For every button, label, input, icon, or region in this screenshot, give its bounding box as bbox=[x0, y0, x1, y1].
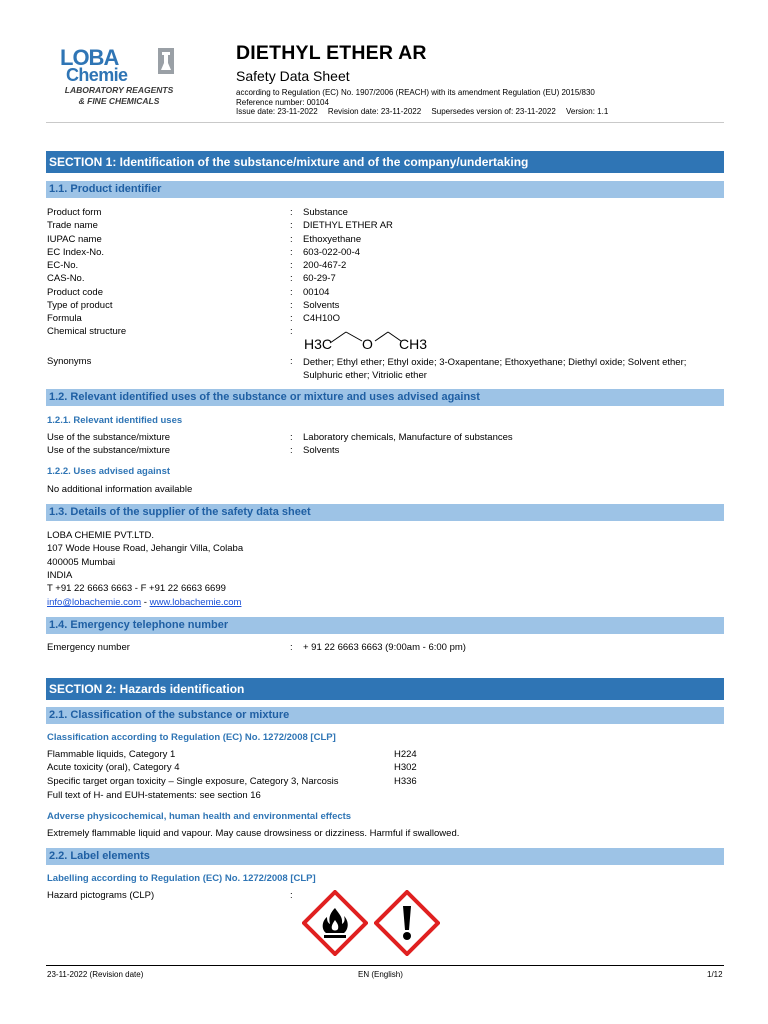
row-value: C4H10O bbox=[303, 313, 340, 324]
row-label: IUPAC name bbox=[47, 234, 102, 245]
chemical-structure-diagram bbox=[302, 329, 432, 353]
subsection-1-4-heading: 1.4. Emergency telephone number bbox=[46, 617, 724, 634]
logo-tagline-line1: LABORATORY REAGENTS bbox=[64, 85, 174, 95]
hazard-code: H302 bbox=[394, 762, 417, 773]
row-colon: : bbox=[290, 273, 293, 284]
row-label: Formula bbox=[47, 313, 82, 324]
subsection-2-1-heading: 2.1. Classification of the substance or mixture bbox=[46, 707, 724, 724]
clp-labelling-heading: Labelling according to Regulation (EC) No. 1272/2008 [CLP] bbox=[47, 873, 316, 884]
row-colon: : bbox=[290, 326, 293, 337]
document-subtitle: Safety Data Sheet bbox=[236, 68, 350, 84]
row-colon: : bbox=[290, 260, 293, 271]
supplier-address: 107 Wode House Road, Jehangir Villa, Colaba bbox=[47, 543, 244, 554]
adverse-effects-text: Extremely flammable liquid and vapour. May cause drowsiness or dizziness. Harmful if swallowed. bbox=[47, 828, 460, 839]
product-row bbox=[47, 313, 723, 326]
product-row bbox=[47, 287, 723, 300]
product-row bbox=[47, 273, 723, 286]
row-label: Trade name bbox=[47, 220, 98, 231]
hazard-class-label: Specific target organ toxicity – Single exposure, Category 3, Narcosis bbox=[47, 776, 339, 787]
version: Version: 1.1 bbox=[566, 107, 609, 116]
full-text-note: Full text of H- and EUH-statements: see section 16 bbox=[47, 790, 261, 801]
row-label: Use of the substance/mixture bbox=[47, 445, 171, 456]
emergency-number: + 91 22 6663 6663 (9:00am - 6:00 pm) bbox=[303, 642, 466, 653]
row-colon: : bbox=[290, 247, 293, 258]
revision-date: Revision date: 23-11-2022 bbox=[327, 107, 422, 116]
row-colon: : bbox=[290, 313, 293, 324]
link-separator: - bbox=[141, 597, 150, 608]
subsection-1-2-heading: 1.2. Relevant identified uses of the substance or mixture and uses advised against bbox=[46, 389, 724, 406]
row-colon: : bbox=[290, 287, 293, 298]
hazard-code: H224 bbox=[394, 749, 417, 760]
row-label: EC Index-No. bbox=[47, 247, 105, 258]
svg-text:LOBA: LOBA bbox=[60, 45, 119, 70]
logo-tagline-line2: & FINE CHEMICALS bbox=[78, 95, 160, 106]
use-row bbox=[47, 445, 723, 458]
product-row bbox=[47, 300, 723, 313]
row-colon: : bbox=[290, 356, 293, 367]
row-label: Chemical structure bbox=[47, 326, 127, 337]
logo-tagline bbox=[56, 85, 182, 106]
row-value: Substance bbox=[303, 207, 348, 218]
header-divider bbox=[46, 122, 724, 123]
row-label: Emergency number bbox=[47, 642, 130, 653]
supplier-contacts bbox=[47, 596, 241, 609]
clp-classification-heading: Classification according to Regulation (EC) No. 1272/2008 [CLP] bbox=[47, 732, 336, 743]
footer-page-number: 1/12 bbox=[707, 970, 723, 979]
row-colon: : bbox=[290, 207, 293, 218]
hazard-class-row bbox=[47, 762, 723, 775]
row-colon: : bbox=[290, 220, 293, 231]
issue-date: Issue date: 23-11-2022 bbox=[236, 107, 318, 116]
supersedes-version: Supersedes version of: 23-11-2022 bbox=[431, 107, 556, 116]
subsection-2-2-heading: 2.2. Label elements bbox=[46, 848, 724, 865]
row-label: CAS-No. bbox=[47, 273, 85, 284]
product-row bbox=[47, 234, 723, 247]
product-row bbox=[47, 260, 723, 273]
row-label: Type of product bbox=[47, 300, 113, 311]
hazard-code: H336 bbox=[394, 776, 417, 787]
advised-against-text: No additional information available bbox=[47, 484, 193, 495]
hazard-class-row bbox=[47, 749, 723, 762]
product-row bbox=[47, 220, 723, 233]
regulation-text: according to Regulation (EC) No. 1907/2006 (REACH) with its amendment Regulation (EU) 2015/830 bbox=[236, 88, 595, 97]
row-label: EC-No. bbox=[47, 260, 79, 271]
footer-language: EN (English) bbox=[358, 970, 403, 979]
supplier-company: LOBA CHEMIE PVT.LTD. bbox=[47, 530, 154, 541]
supplier-postcode-city: 400005 Mumbai bbox=[47, 557, 116, 568]
svg-text:Chemie: Chemie bbox=[66, 65, 128, 85]
email-link[interactable]: info@lobachemie.com bbox=[47, 597, 142, 608]
row-label: Synonyms bbox=[47, 356, 92, 367]
subsection-1-1-heading: 1.1. Product identifier bbox=[46, 181, 724, 198]
document-title: DIETHYL ETHER AR bbox=[236, 42, 427, 64]
row-colon: : bbox=[290, 432, 293, 443]
row-colon: : bbox=[290, 300, 293, 311]
supplier-phone-fax: T +91 22 6663 6663 - F +91 22 6663 6699 bbox=[47, 583, 226, 594]
dates-line bbox=[236, 107, 616, 117]
product-row bbox=[47, 247, 723, 260]
section-1-heading: SECTION 1: Identification of the substance/mixture and of the company/undertaking bbox=[46, 151, 724, 173]
use-row bbox=[47, 432, 723, 445]
structure-oxygen: O bbox=[362, 336, 373, 352]
row-label: Use of the substance/mixture bbox=[47, 432, 171, 443]
row-label: Hazard pictograms (CLP) bbox=[47, 890, 155, 901]
section-2-heading: SECTION 2: Hazards identification bbox=[46, 678, 724, 700]
row-value: Solvents bbox=[303, 445, 340, 456]
hazard-class-label: Flammable liquids, Category 1 bbox=[47, 749, 176, 760]
footer-revision-date: 23-11-2022 (Revision date) bbox=[47, 970, 144, 979]
supplier-country: INDIA bbox=[47, 570, 73, 581]
synonyms-value: Dether; Ethyl ether; Ethyl oxide; 3-Oxapentane; Ethoxyethane; Diethyl oxide; Solvent ether; Sulphuric ether; Vitriolic ether bbox=[303, 357, 687, 381]
synonyms-row bbox=[47, 356, 723, 383]
hazard-class-label: Acute toxicity (oral), Category 4 bbox=[47, 762, 180, 773]
structure-left-group: H3C bbox=[304, 336, 333, 352]
row-value: 603-022-00-4 bbox=[303, 247, 361, 258]
product-row bbox=[47, 207, 723, 220]
footer-divider bbox=[46, 965, 724, 966]
emergency-row bbox=[47, 642, 723, 655]
document-meta bbox=[236, 88, 616, 117]
row-colon: : bbox=[290, 234, 293, 245]
row-colon: : bbox=[290, 642, 293, 653]
reference-number: Reference number: 00104 bbox=[236, 97, 329, 107]
row-value: Solvents bbox=[303, 300, 340, 311]
website-link[interactable]: www.lobachemie.com bbox=[149, 597, 242, 608]
flame-pictogram-icon bbox=[302, 890, 368, 956]
row-value: 200-467-2 bbox=[303, 260, 347, 271]
subsection-1-3-heading: 1.3. Details of the supplier of the safety data sheet bbox=[46, 504, 724, 521]
subsection-1-2-2-heading: 1.2.2. Uses advised against bbox=[47, 466, 171, 477]
exclamation-pictogram-icon bbox=[374, 890, 440, 956]
row-colon: : bbox=[290, 445, 293, 456]
hazard-class-row bbox=[47, 776, 723, 789]
row-value: DIETHYL ETHER AR bbox=[303, 220, 393, 231]
row-value: 60-29-7 bbox=[303, 273, 336, 284]
row-value: 00104 bbox=[303, 287, 330, 298]
structure-right-group: CH3 bbox=[399, 336, 428, 352]
row-value: Laboratory chemicals, Manufacture of substances bbox=[303, 432, 513, 443]
row-colon: : bbox=[290, 890, 293, 901]
row-value: Ethoxyethane bbox=[303, 234, 362, 245]
row-label: Product code bbox=[47, 287, 103, 298]
adverse-effects-heading: Adverse physicochemical, human health and environmental effects bbox=[47, 811, 352, 822]
subsection-1-2-1-heading: 1.2.1. Relevant identified uses bbox=[47, 415, 183, 426]
row-label: Product form bbox=[47, 207, 102, 218]
